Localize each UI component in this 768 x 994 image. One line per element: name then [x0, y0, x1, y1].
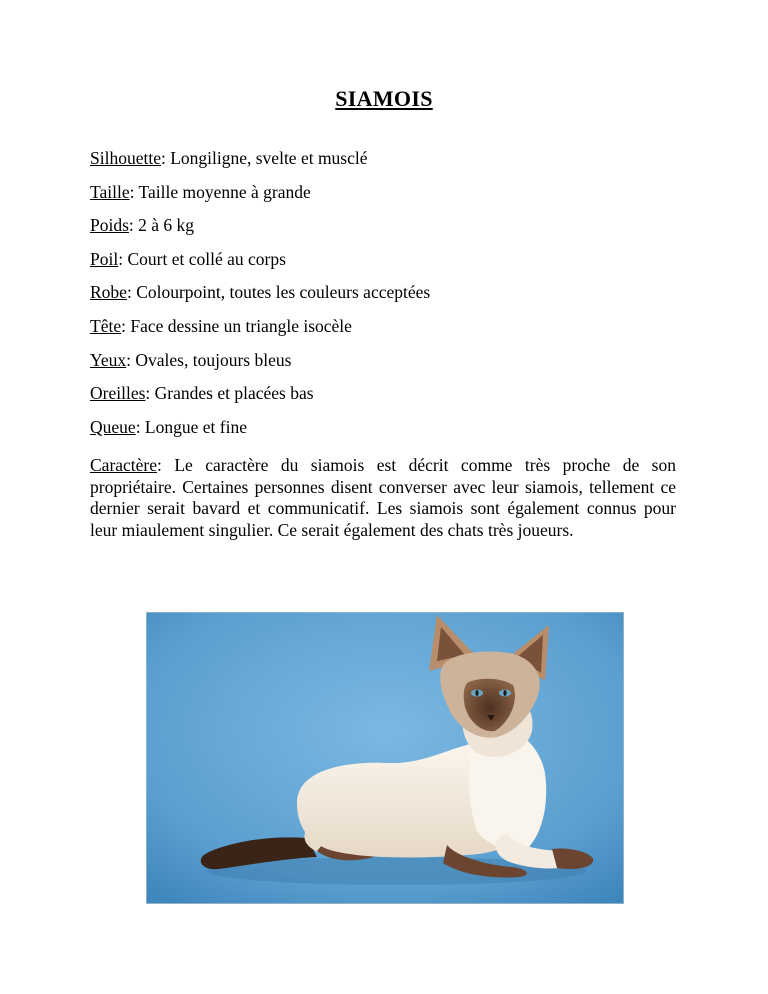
field-value: : Longiligne, svelte et musclé	[160, 148, 368, 168]
field-value: : Face dessine un triangle isocèle	[121, 315, 352, 336]
field-tete	[90, 314, 690, 348]
field-label: Taille	[90, 181, 130, 202]
field-label: Poids	[90, 215, 129, 236]
field-robe	[90, 280, 690, 314]
field-label: Queue	[90, 416, 136, 437]
cat-right-pupil	[503, 690, 506, 696]
caractere-text: : Le caractère du siamois est décrit comme très proche de son propriétaire. Certaines personnes disent converser avec leur siamois, tellement ce dernier serait bavard et communicatif. Les siamois sont également connus pour leur miaulement singulier. Ce serait également des chats très joueurs.	[90, 455, 676, 540]
cat-left-pupil	[475, 690, 478, 696]
page-title: SIAMOIS	[335, 86, 433, 111]
field-oreilles	[90, 381, 690, 415]
field-poil	[90, 247, 690, 281]
field-value: : Grandes et placées bas	[145, 383, 314, 404]
field-value: : Court et collé au corps	[118, 248, 286, 269]
field-label: Tête	[90, 315, 122, 336]
field-label: Silhouette	[90, 148, 161, 168]
field-yeux	[90, 348, 690, 382]
caractere-label: Caractère	[90, 455, 158, 475]
field-label: Yeux	[90, 349, 127, 370]
caractere-paragraph	[90, 455, 676, 541]
field-silhouette	[90, 146, 690, 180]
field-poids	[90, 213, 690, 247]
field-label: Robe	[90, 282, 127, 303]
field-value: : Colourpoint, toutes les couleurs acceptées	[126, 282, 431, 303]
characteristics-list	[90, 146, 690, 448]
field-taille	[90, 180, 690, 214]
field-value: : Longue et fine	[135, 416, 247, 437]
field-value: : Taille moyenne à grande	[129, 181, 311, 202]
field-label: Poil	[90, 248, 119, 269]
field-value: : 2 à 6 kg	[128, 215, 195, 236]
field-label: Oreilles	[90, 383, 146, 404]
siamese-cat-photo	[146, 612, 624, 904]
field-queue	[90, 415, 690, 449]
cat-illustration	[147, 613, 624, 904]
field-value: : Ovales, toujours bleus	[126, 349, 292, 370]
